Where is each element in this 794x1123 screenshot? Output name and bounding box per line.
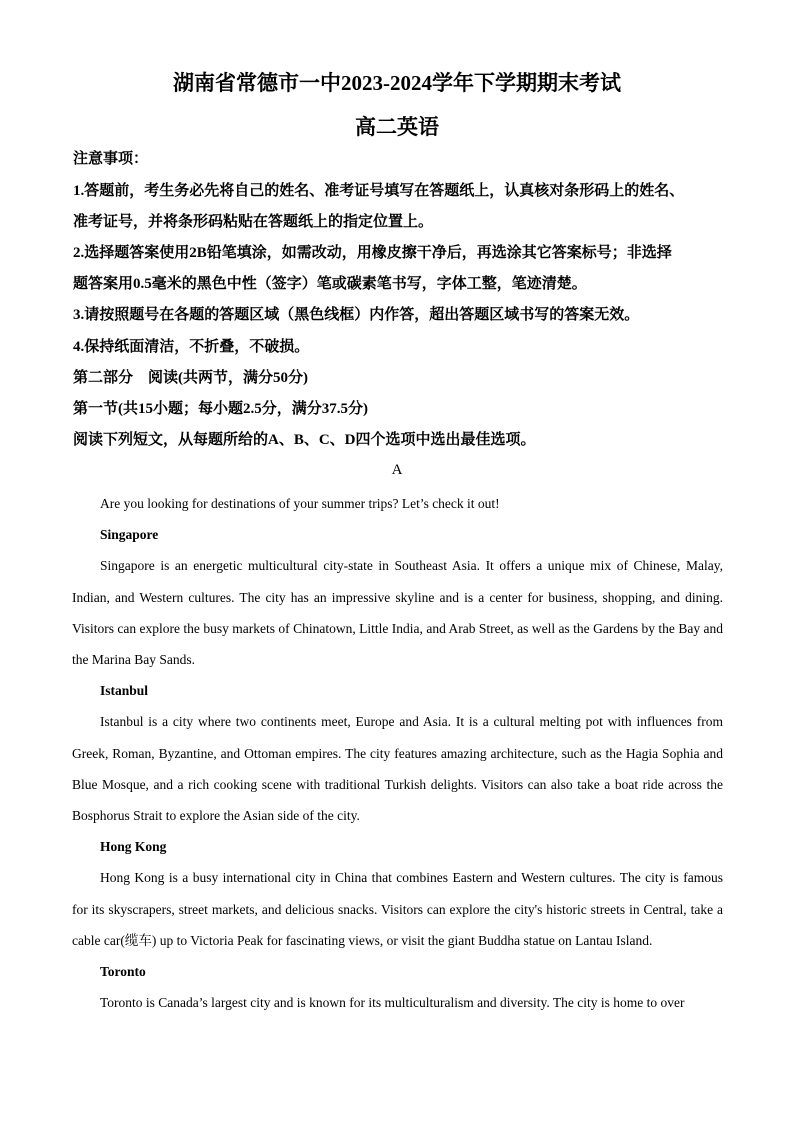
- city-heading: Toronto: [100, 964, 146, 980]
- passage-intro: Are you looking for destinations of your summer trips? Let’s check it out!: [100, 496, 500, 511]
- city-heading: Hong Kong: [100, 839, 167, 855]
- passage-body: [72, 488, 723, 1018]
- city-paragraph: Toronto is Canada’s largest city and is known for its multiculturalism and diversity. The city is home to over: [100, 995, 685, 1011]
- notice-line: 4.保持纸面清洁，不折叠，不破损。: [73, 339, 310, 355]
- city-heading: Singapore: [100, 527, 159, 543]
- notice-heading: 注意事项：: [73, 151, 149, 167]
- exam-title: 湖南省常德市一中2023-2024学年下学期期末考试: [173, 71, 621, 95]
- notice-line: 3.请按照题号在各题的答题区域（黑色线框）内作答，超出答题区域书写的答案无效。: [73, 307, 640, 323]
- city-paragraph: Singapore is an energetic multicultural city-state in Southeast Asia. It offers a unique mix of Chinese, Malay, Indian, and Western cultures. The city has an impressive skyline and is a center for business, shopping, and dining. Visitors can explore the busy markets of Chinatown, Little India, and Arab Street, as well as the Gardens by the Bay and the Marina Bay Sands.: [72, 558, 723, 668]
- section-subpart: 第一节(共15小题；每小题2.5分，满分37.5分): [73, 401, 368, 417]
- notice-line: 题答案用0.5毫米的黑色中性（签字）笔或碳素笔书写，字体工整，笔迹清楚。: [73, 276, 587, 292]
- section-instruction: 阅读下列短文，从每题所给的A、B、C、D四个选项中选出最佳选项。: [73, 432, 536, 448]
- section-part: 第二部分 阅读(共两节，满分50分): [73, 370, 308, 386]
- city-heading: Istanbul: [100, 683, 149, 699]
- notice-line: 2.选择题答案使用2B铅笔填涂，如需改动，用橡皮擦干净后，再选涂其它答案标号；非选择: [73, 245, 672, 261]
- notice-line: 1.答题前，考生务必先将自己的姓名、准考证号填写在答题纸上，认真核对条形码上的姓名、: [73, 183, 685, 199]
- city-paragraph: Hong Kong is a busy international city in China that combines Eastern and Western cultures. The city is famous for its skyscrapers, street markets, and delicious snacks. Visitors can explore the city's historic streets in Central, take a cable car(缆车) up to Victoria Peak for fascinating views, or visit the giant Buddha statue on Lantau Island.: [72, 870, 723, 948]
- passage-letter: A: [391, 462, 403, 478]
- exam-subtitle: 高二英语: [355, 115, 439, 139]
- city-paragraph: Istanbul is a city where two continents meet, Europe and Asia. It is a cultural melting pot with influences from Greek, Roman, Byzantine, and Ottoman empires. The city features amazing architecture, such as the Hagia Sophia and Blue Mosque, and a rich cooking scene with traditional Turkish delights. Visitors can also take a boat ride across the Bosphorus Strait to explore the Asian side of the city.: [72, 714, 723, 824]
- notice-line: 准考证号，并将条形码粘贴在答题纸上的指定位置上。: [73, 214, 434, 230]
